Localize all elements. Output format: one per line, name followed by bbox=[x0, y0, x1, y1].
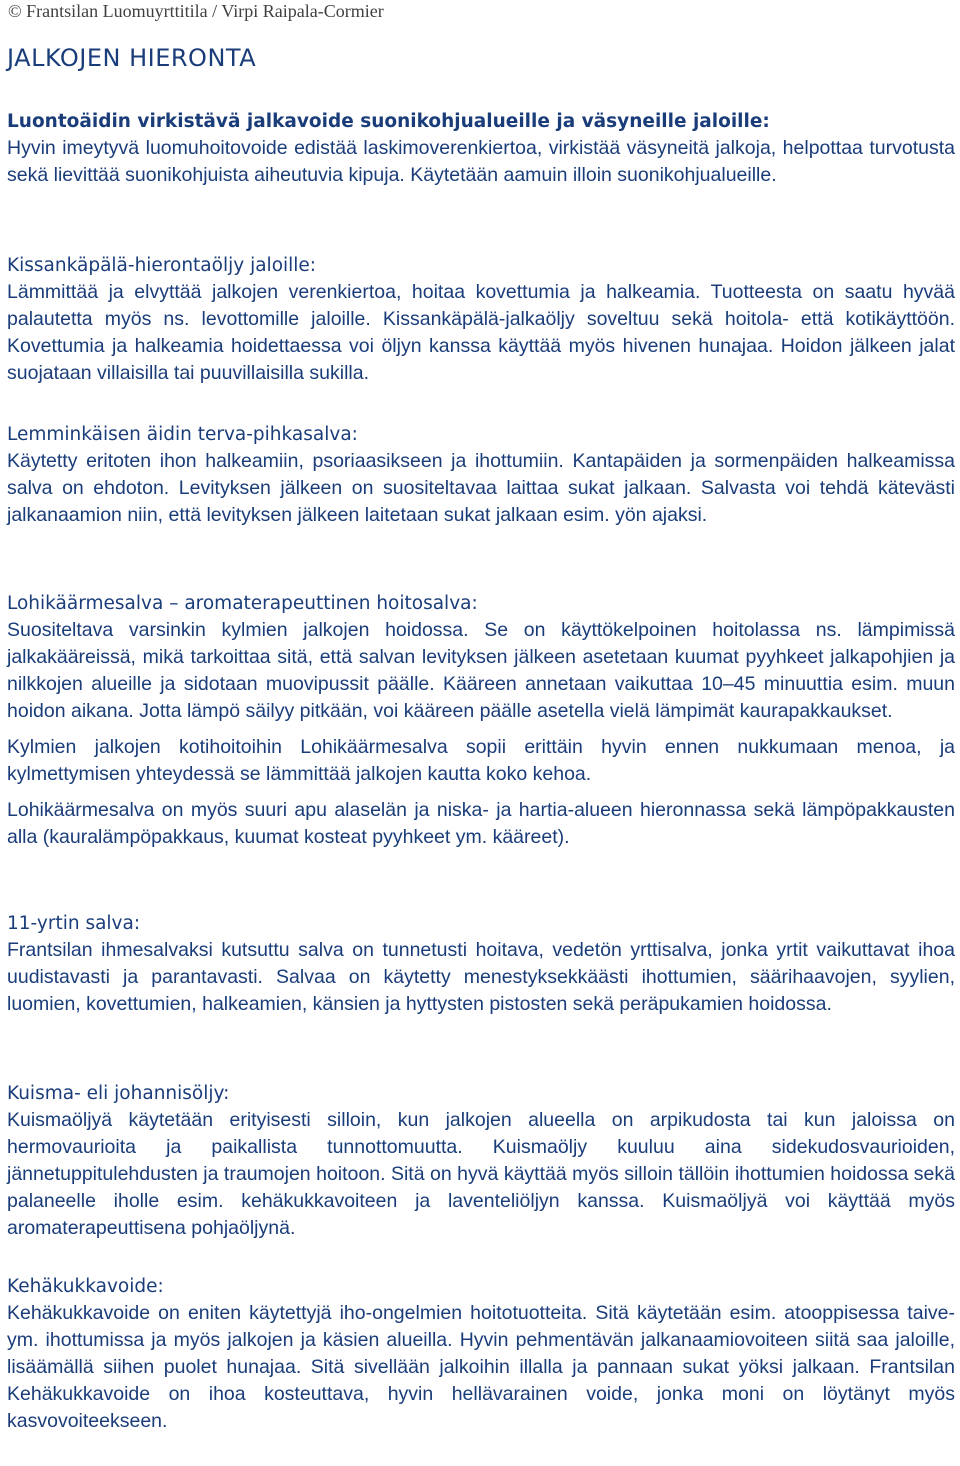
section-terva-pihkasalva bbox=[7, 422, 955, 529]
section-lohikaarmesalva bbox=[7, 591, 955, 851]
section-heading: 11-yrtin salva: bbox=[7, 913, 141, 934]
section-heading: Kuisma- eli johannisöljy: bbox=[7, 1083, 230, 1104]
page-title: JALKOJEN HIERONTA bbox=[7, 44, 257, 72]
section-paragraph: Kylmien jalkojen kotihoitoihin Lohikäärmesalva sopii erittäin hyvin ennen nukkumaan menoa, ja kylmettymisen yhteydessä se lämmittää jalkojen kautta koko kehoa. bbox=[7, 736, 955, 785]
section-heading: Luontoäidin virkistävä jalkavoide suonikohjualueille ja väsyneille jaloille: bbox=[7, 111, 770, 132]
section-heading: Lohikäärmesalva – aromaterapeuttinen hoitosalva: bbox=[7, 593, 478, 614]
section-heading: Kissankäpälä-hierontaöljy jaloille: bbox=[7, 255, 317, 276]
copyright-header: © Frantsilan Luomuyrttitila / Virpi Raipala-Cormier bbox=[8, 1, 384, 21]
section-heading: Kehäkukkavoide: bbox=[7, 1276, 164, 1297]
section-paragraph: Kuismaöljyä käytetään erityisesti silloin, kun jalkojen alueella on arpikudosta tai kun jaloissa on hermovaurioita ja paikallista tunnottomuutta. Kuismaöljy kuuluu aina sidekudosvaurioiden, jännetuppitulehdusten ja traumojen hoitoon. Sitä on hyvä käyttää myös silloin tällöin ihottumien hoidossa sekä palaneelle iholle esim. kehäkukkavoiteen ja laventeliöljyn kanssa. Kuismaöljyä voi käyttää myös aromaterapeuttisena pohjaöljynä. bbox=[7, 1109, 955, 1239]
section-paragraph: Lämmittää ja elvyttää jalkojen verenkiertoa, hoitaa kovettumia ja halkeamia. Tuotteesta on saatu hyvää palautetta myös ns. levottomille jaloille. Kissankäpälä-jalkaöljy soveltuu sekä hoitola- että kotikäyttöön. Kovettumia ja halkeamia hoidettaessa voi öljyn kanssa käyttää myös hivenen hunajaa. Hoidon jälkeen jalat suojataan villaisilla tai puuvillaisilla sukilla. bbox=[7, 281, 955, 384]
section-heading: Lemminkäisen äidin terva-pihkasalva: bbox=[7, 424, 358, 445]
section-hierontaoljy bbox=[7, 253, 955, 387]
section-jalkavoide bbox=[7, 109, 955, 189]
section-paragraph: Lohikäärmesalva on myös suuri apu alaselän ja niska- ja hartia-alueen hieronnassa sekä lämpöpakkausten alla (kauralämpöpakkaus, kuumat kosteat pyyhkeet ym. kääreet). bbox=[7, 799, 955, 848]
section-paragraph: Kehäkukkavoide on eniten käytettyjä iho-ongelmien hoitotuotteita. Sitä käytetään esim. atooppisessa taive- ym. ihottumissa ja myös jalkojen ja käsien alueilla. Hyvin pehmentävän jalkanaamiovoiteen siitä saa jaloille, lisäämällä siihen puolet hunajaa. Sitä sivellään jalkoihin illalla ja pannaan sukat yöksi jalkaan. Frantsilan Kehäkukkavoide on ihoa kosteuttava, hyvin hellävarainen voide, jonka moni on löytänyt myös kasvovoiteekseen. bbox=[7, 1302, 955, 1432]
section-paragraph: Suositeltava varsinkin kylmien jalkojen hoidossa. Se on käyttökelpoinen hoitolassa ns. lämpimissä jalkakääreissä, mikä tarkoittaa sitä, että salvan levityksen jälkeen asetetaan kuumat pyyhkeet jalkapohjien ja nilkkojen alueille ja sidotaan muovipussit päälle. Kääreen annetaan vaikuttaa 10–45 minuuttia esim. muun hoidon aikana. Jotta lämpö säilyy pitkään, voi kääreen päälle asetella vielä lämpimät kaurapakkaukset. bbox=[7, 619, 955, 722]
section-11-yrtin-salva bbox=[7, 911, 955, 1018]
section-paragraph: Käytetty eritoten ihon halkeamiin, psoriaasikseen ja ihottumiin. Kantapäiden ja sormenpäiden halkeamissa salva on ehdoton. Levityksen jälkeen on suositeltavaa laittaa sukat jalkaan. Salvasta voi tehdä kätevästi jalkanaamion niin, että levityksen jälkeen laitetaan sukat jalkaan esim. yön ajaksi. bbox=[7, 450, 955, 526]
section-paragraph: Hyvin imeytyvä luomuhoitovoide edistää laskimoverenkiertoa, virkistää väsyneitä jalkoja, helpottaa turvotusta sekä lievittää suonikohjuista aiheutuvia kipuja. Käytetään aamuin illoin suonikohjualueille. bbox=[7, 137, 955, 186]
section-paragraph: Frantsilan ihmesalvaksi kutsuttu salva on tunnetusti hoitava, vedetön yrttisalva, jonka yrtit vaikuttavat ihoa uudistavasti ja parantavasti. Salvaa on käytetty menestyksekkäästi ihottumien, säärihaavojen, syylien, luomien, kovettumien, halkeamien, känsien ja hyttysten pistosten sekä peräpukamien hoidossa. bbox=[7, 939, 955, 1015]
section-kehakukkavoide bbox=[7, 1274, 955, 1435]
section-kuismaoljy bbox=[7, 1081, 955, 1242]
